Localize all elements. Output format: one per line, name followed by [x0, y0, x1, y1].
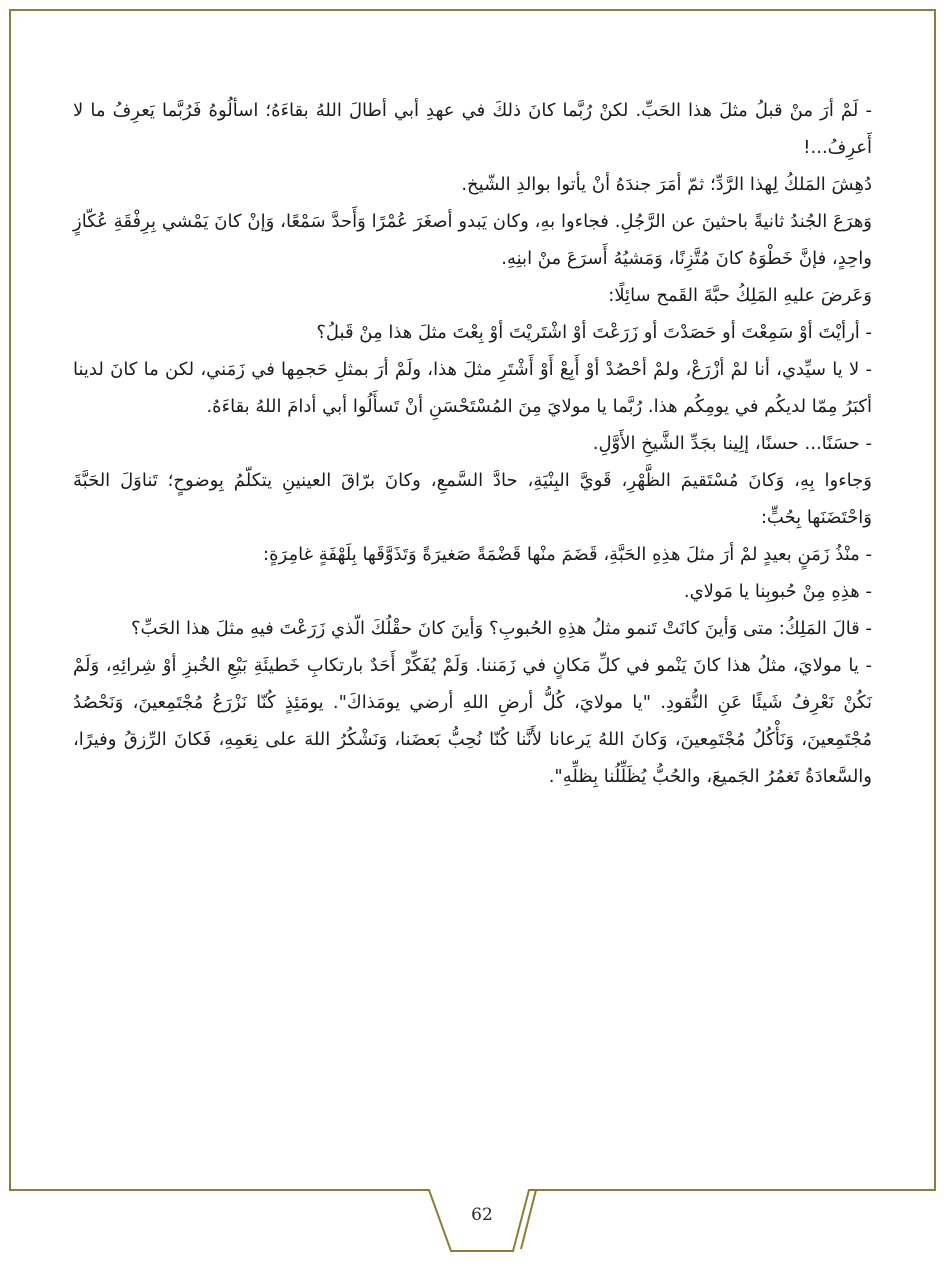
story-text [73, 92, 872, 795]
story-paragraph: - هذِهِ مِنْ حُبوبِنا يا مَولاي. [683, 581, 872, 602]
story-paragraph: وَعَرضَ عليهِ المَلِكُ حبَّةَ القَمح سائِلًا: [608, 285, 872, 306]
page-number: 62 [471, 1205, 493, 1225]
story-paragraph: - يا مولايَ، مثلُ هذا كانَ يَنْمو في كلِّ مَكانٍ في زَمَننا. وَلَمْ يُفَكِّرْ أَحَدٌ بارتكابِ خَطيئَةِ بَيْعِ الخُبزِ أوْ شِرائِهِ، وَلَمْ نَكُنْ نَعْرِفُ شَيئًا عَنِ النُّقودِ. "يا مولايَ، كُلُّ أرضِ اللهِ أرضي يومَذاكَ". يومَئِذٍ كُنّا نَزْرَعُ مُجْتَمِعينَ، وَنَحْصُدُ مُجْتَمِعينَ، وَنَأْكُلُ مُجْتَمِعينَ، وَكانَ اللهُ يَرعانا لأَنَّنا كُنّا نُحِبُّ بَعضَنا، وَنَشْكُرُ اللهَ على نِعَمِهِ، فَكانَ الرِّزقُ وفيرًا، والسَّعادَةُ تَغمُرُ الجَميعَ، والحُبُّ يُظَلِّلُنا بِظلِّهِ". [73, 655, 872, 787]
story-paragraph: - قالَ المَلِكُ: متى وَأينَ كانَتْ تَنمو مثلُ هذِهِ الحُبوبِ؟ وَأينَ كانَ حقْلُكَ الّذي زَرَعْتَ فيهِ مثلَ هذا الحَبِّ؟ [130, 618, 872, 639]
story-paragraph: - منْذُ زَمَنٍ بعيدٍ لمْ أرَ مثلَ هذِهِ الحَبَّةِ، قَضَمَ منْها قَضْمَةً صَغيرَةً وَتَذَوَّقَها بِلَهْفَةٍ غامِرَةٍ: [263, 544, 872, 565]
story-paragraph: وَهرَعَ الجُندُ ثانيةً باحثينَ عن الرَّجُلِ. فجاءوا بهِ، وكان يَبدو أصغَرَ عُمْرًا وَأَحدَّ سَمْعًا، وَإنْ كانَ يَمْشي بِرِفْقَةِ عُكّازٍ واحِدٍ، فإنَّ خَطْوَهُ كانَ مُتَّزِنًا، وَمَشيُهُ أَسرَعَ منْ ابنِهِ. [73, 211, 872, 269]
story-paragraph: - حسَنًا... حسنًا، إلِينا بجَدِّ الشَّيخِ الأَوَّلِ. [592, 433, 872, 454]
story-paragraph: - لا يا سيِّدي، أنا لمْ أزْرَعْ، ولمْ أحْصُدْ أوْ أَبِعْ أَوْ أَشْتَرِ مثلَ هذا، ولَمْ أرَ بمثلِ حَجمِها في زَمَني، لكن ما كانَ لدينا أكبَرُ مِمّا لديكُم في يومِكُم هذا. رُبَّما يا مولايَ مِنَ المُسْتَحْسَنِ أنْ تَسأَلُوا أبي أدامَ اللهُ بقاءَهُ. [73, 359, 872, 417]
story-paragraph: دُهِشَ المَلكُ لِهذا الرَّدِّ؛ ثمّ أمَرَ جندَهُ أنْ يأتوا بوالدِ الشّيخ. [461, 174, 872, 195]
story-paragraph: وَجاءوا بِهِ، وَكانَ مُسْتَقيمَ الظَّهْرِ، قَويَّ البِنْيَةِ، حادَّ السَّمعِ، وكانَ برّاقَ العينينِ يتكلّمُ بِوضوحٍ؛ تَناوَلَ الحَبَّةَ وَاحْتَضَنَها بِحُبٍّ: [73, 470, 872, 528]
story-paragraph: - لَمْ أرَ منْ قبلُ مثلَ هذا الحَبِّ. لكنْ رُبَّما كانَ ذلكَ في عهدِ أبي أطالَ اللهُ بقاءَهُ؛ اسألُوهُ فَرُبَّما يَعرِفُ ما لا أَعرِفُ...! [73, 100, 872, 158]
story-paragraph: - أرأيْتَ أوْ سَمِعْتَ أو حَصَدْتَ أو زَرَعْتَ أوْ اشْتَريْتَ أوْ بِعْتَ مثلَ هذا مِنْ قَبلُ؟ [316, 322, 872, 343]
notch-accent-line [521, 1190, 536, 1249]
